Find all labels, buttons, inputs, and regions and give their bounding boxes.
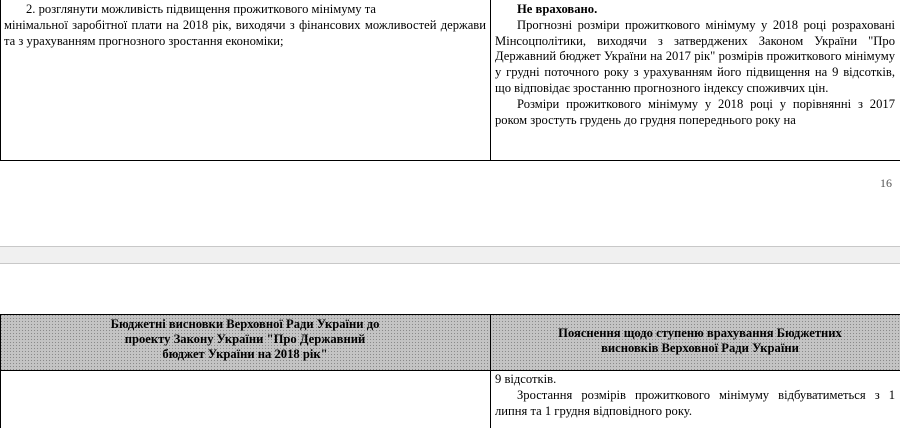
proposal-cell [4, 2, 486, 49]
continuation-paragraph: Зростання розмірів прожиткового мінімуму відбуватиметься з 1 липня та 1 грудня відповідного року. [495, 387, 895, 418]
page-break-gap [0, 246, 900, 264]
explanation-paragraph-2: Розміри прожиткового мінімуму у 2018 році у порівнянні з 2017 роком зростуть грудень до грудня попереднього року на [495, 96, 895, 127]
bottom-table-top-border [0, 314, 900, 315]
continuation-line: 9 відсотків. [495, 372, 557, 386]
explanation-cell [495, 2, 895, 128]
header-bottom-border [0, 370, 900, 371]
table-bottom-border [0, 160, 900, 161]
table-left-border [0, 0, 1, 160]
bottom-table-column-divider [490, 314, 491, 428]
header-left-title: Бюджетні висновки Верховної Ради України до проекту Закону України "Про Державний бюджет України на 2018 рік" [110, 317, 380, 361]
status-not-accepted: Не враховано. [517, 2, 598, 16]
proposal-text: мінімальної заробітної плати на 2018 рік, виходячи з фінансових можливостей держави та з урахуванням прогнозного зростання економіки; [4, 17, 486, 48]
bottom-table-left-border [0, 314, 1, 428]
bottom-explanation-cell [495, 372, 895, 419]
table-column-divider [490, 0, 491, 160]
header-right-title: Пояснення щодо ступеню врахування Бюджетних висновків Верховної Ради України [558, 326, 842, 355]
table-header-row [0, 314, 900, 370]
proposal-first-line: 2. розглянути можливість підвищення прожиткового мінімуму та [26, 2, 377, 16]
page-number: 16 [880, 176, 892, 190]
explanation-paragraph-1: Прогнозні розміри прожиткового мінімуму у 2018 році розраховані Мінсоцполітики, виходячи з затверджених Законом України "Про Державний бюджет України на 2017 рік" розмірів прожиткового мінімуму у грудні поточного року з урахуванням його підвищення на 9 відсотків, що відповідає зростанню прогнозного індексу споживчих цін. [495, 17, 895, 95]
